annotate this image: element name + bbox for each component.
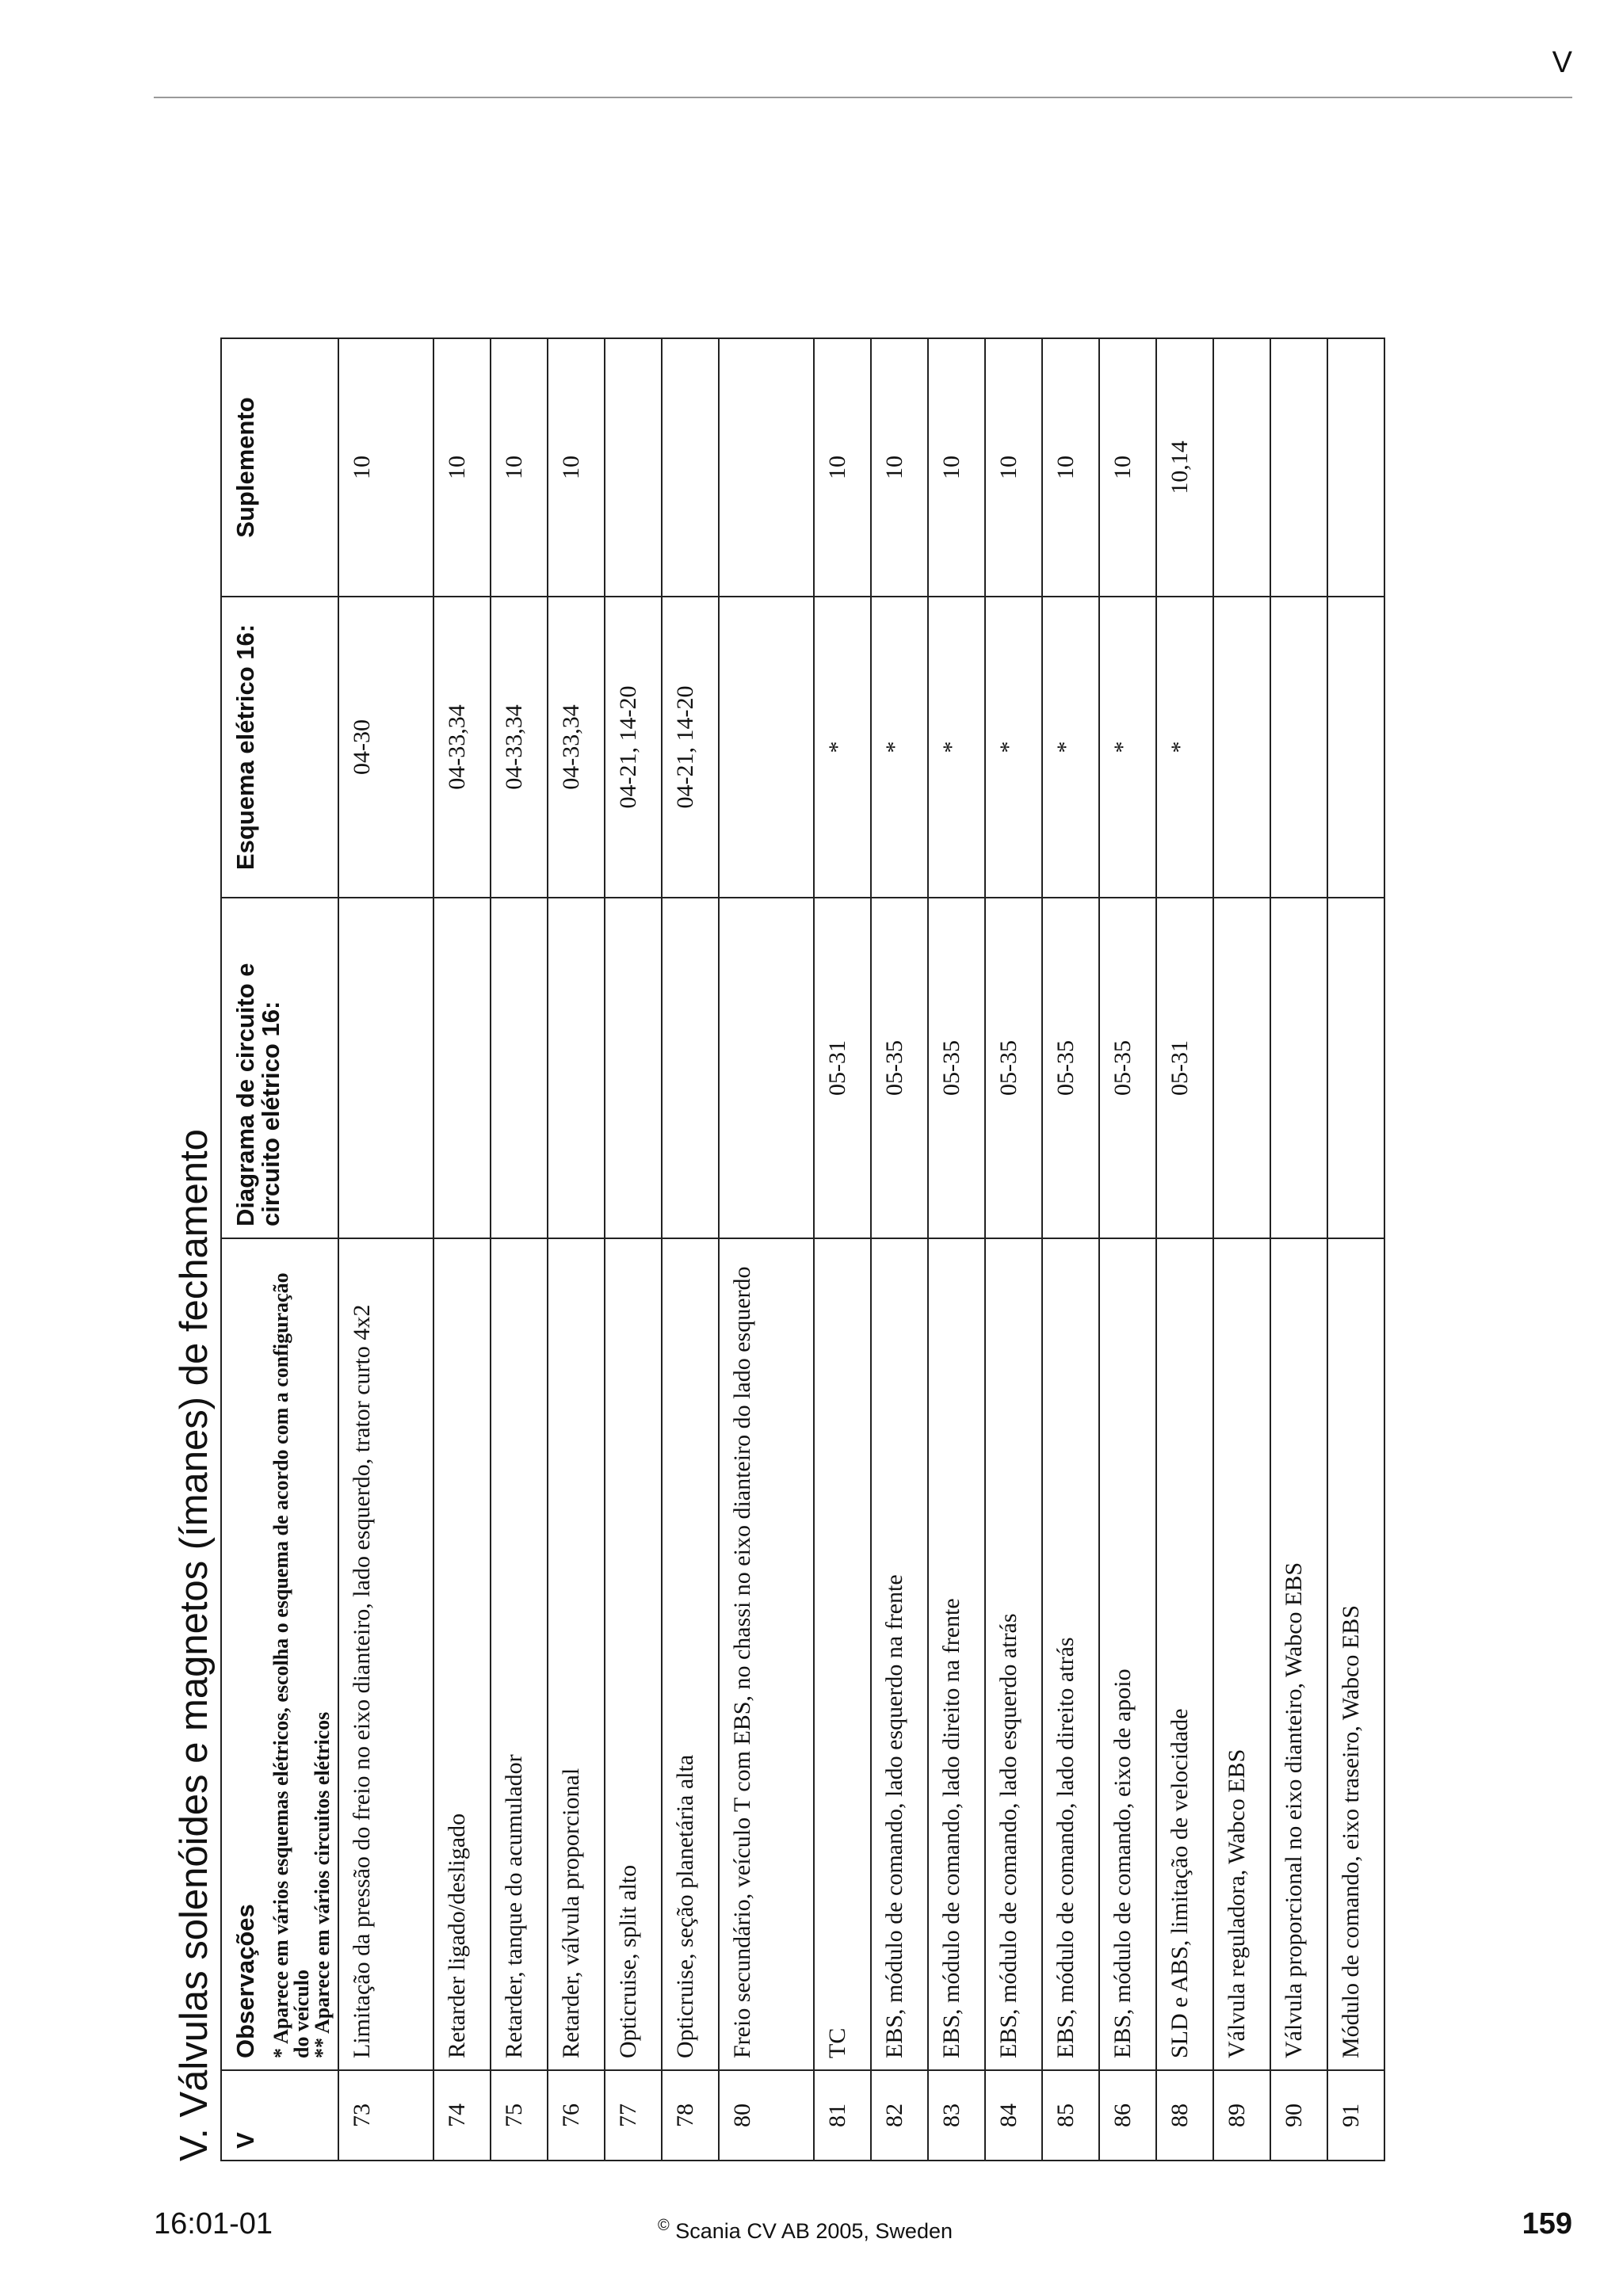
cell-observacoes: Válvula proporcional no eixo dianteiro, Wabco EBS: [1270, 1238, 1327, 2070]
table-row: [605, 338, 662, 2161]
page-number: 159: [1522, 2207, 1572, 2241]
cell-observacoes: EBS, módulo de comando, eixo de apoio: [1099, 1238, 1156, 2070]
cell-suplemento: 10: [928, 338, 985, 597]
cell-suplemento: 10: [871, 338, 928, 597]
table-row: [814, 338, 871, 2161]
table-row: [985, 338, 1042, 2161]
cell-diagrama: [491, 898, 548, 1238]
cell-esquema: 04-30: [338, 597, 433, 898]
table-row: [1042, 338, 1099, 2161]
table-header-row: [221, 338, 338, 2161]
table-row: [928, 338, 985, 2161]
cell-diagrama: 05-35: [928, 898, 985, 1238]
note-star: * Aparece em vários esquemas elétricos, escolha o esquema de acordo com a configuração do veículo: [269, 1272, 313, 2058]
cell-observacoes: Retarder, tanque do acumulador: [491, 1238, 548, 2070]
cell-esquema: 04-33,34: [491, 597, 548, 898]
cell-v: 80: [719, 2070, 814, 2161]
cell-observacoes: EBS, módulo de comando, lado esquerdo na frente: [871, 1238, 928, 2070]
table-body: [338, 338, 1384, 2161]
cell-diagrama: 05-35: [1042, 898, 1099, 1238]
valves-table: [220, 338, 1385, 2161]
rotated-content: [168, 204, 1436, 2161]
cell-suplemento: 10: [491, 338, 548, 597]
cell-suplemento: 10: [1099, 338, 1156, 597]
cell-observacoes: Retarder ligado/desligado: [433, 1238, 491, 2070]
cell-esquema: [1270, 597, 1327, 898]
copyright-text: Scania CV AB 2005, Sweden: [675, 2219, 953, 2243]
cell-v: 89: [1213, 2070, 1270, 2161]
cell-esquema: 04-21, 14-20: [662, 597, 719, 898]
cell-esquema: [1327, 597, 1384, 898]
table-row: [1270, 338, 1327, 2161]
cell-v: 73: [338, 2070, 433, 2161]
table-row: [491, 338, 548, 2161]
cell-suplemento: 10: [433, 338, 491, 597]
col-header-v: V: [221, 2070, 338, 2161]
cell-v: 78: [662, 2070, 719, 2161]
cell-v: 77: [605, 2070, 662, 2161]
table-row: [662, 338, 719, 2161]
cell-suplemento: 10: [338, 338, 433, 597]
table-row: [433, 338, 491, 2161]
cell-observacoes: Freio secundário, veículo T com EBS, no chassi no eixo dianteiro do lado esquerdo: [719, 1238, 814, 2070]
cell-v: 86: [1099, 2070, 1156, 2161]
cell-suplemento: 10: [985, 338, 1042, 597]
cell-esquema: *: [985, 597, 1042, 898]
cell-v: 82: [871, 2070, 928, 2161]
cell-esquema: 04-33,34: [433, 597, 491, 898]
doc-code: 16:01-01: [154, 2207, 273, 2241]
table-row: [338, 338, 433, 2161]
cell-diagrama: [433, 898, 491, 1238]
cell-v: 81: [814, 2070, 871, 2161]
col-header-suplemento: Suplemento: [221, 338, 338, 597]
table-row: [1213, 338, 1270, 2161]
copyright-symbol: ©: [658, 2217, 670, 2234]
cell-suplemento: 10: [548, 338, 605, 597]
cell-v: 90: [1270, 2070, 1327, 2161]
cell-suplemento: 10: [1042, 338, 1099, 597]
table-row: [871, 338, 928, 2161]
cell-observacoes: Opticruise, seção planetária alta: [662, 1238, 719, 2070]
cell-esquema: *: [928, 597, 985, 898]
cell-observacoes: SLD e ABS, limitação de velocidade: [1156, 1238, 1213, 2070]
cell-esquema: *: [814, 597, 871, 898]
col-header-diagrama: Diagrama de circuito e circuito elétrico 16:: [221, 898, 338, 1238]
cell-diagrama: [548, 898, 605, 1238]
cell-esquema: [719, 597, 814, 898]
cell-observacoes: Limitação da pressão do freio no eixo dianteiro, lado esquerdo, trator curto 4x2: [338, 1238, 433, 2070]
cell-suplemento: [1270, 338, 1327, 597]
cell-esquema: *: [1042, 597, 1099, 898]
cell-diagrama: 05-31: [814, 898, 871, 1238]
cell-observacoes: EBS, módulo de comando, lado direito atrás: [1042, 1238, 1099, 2070]
header-rule: [154, 97, 1572, 98]
table-row: [1327, 338, 1384, 2161]
cell-v: 91: [1327, 2070, 1384, 2161]
cell-diagrama: [338, 898, 433, 1238]
cell-v: 76: [548, 2070, 605, 2161]
cell-diagrama: 05-35: [871, 898, 928, 1238]
cell-v: 84: [985, 2070, 1042, 2161]
cell-esquema: [1213, 597, 1270, 898]
cell-v: 88: [1156, 2070, 1213, 2161]
table-row: [548, 338, 605, 2161]
table-row: [1099, 338, 1156, 2161]
cell-suplemento: [719, 338, 814, 597]
section-letter: V: [1552, 46, 1572, 79]
cell-suplemento: [605, 338, 662, 597]
table-row: [1156, 338, 1213, 2161]
cell-suplemento: 10,14: [1156, 338, 1213, 597]
cell-suplemento: [1213, 338, 1270, 597]
cell-observacoes: Retarder, válvula proporcional: [548, 1238, 605, 2070]
cell-observacoes: Opticruise, split alto: [605, 1238, 662, 2070]
cell-diagrama: 05-35: [985, 898, 1042, 1238]
cell-suplemento: 10: [814, 338, 871, 597]
col-header-observacoes-label: Observações: [231, 1904, 259, 2058]
cell-observacoes: EBS, módulo de comando, lado direito na frente: [928, 1238, 985, 2070]
col-header-observacoes: [221, 1238, 338, 2070]
cell-v: 74: [433, 2070, 491, 2161]
cell-esquema: *: [1156, 597, 1213, 898]
page-title: V. Válvulas solenóides e magnetos (ímanes) de fechamento: [173, 1129, 216, 2161]
cell-diagrama: 05-31: [1156, 898, 1213, 1238]
cell-esquema: *: [871, 597, 928, 898]
cell-observacoes: TC: [814, 1238, 871, 2070]
cell-v: 83: [928, 2070, 985, 2161]
cell-observacoes: Válvula reguladora, Wabco EBS: [1213, 1238, 1270, 2070]
cell-suplemento: [662, 338, 719, 597]
note-double-star: ** Aparece em vários circuitos elétricos: [311, 1711, 334, 2058]
col-header-esquema: Esquema elétrico 16:: [221, 597, 338, 898]
cell-diagrama: [662, 898, 719, 1238]
cell-observacoes: Módulo de comando, eixo traseiro, Wabco EBS: [1327, 1238, 1384, 2070]
cell-diagrama: 05-35: [1099, 898, 1156, 1238]
cell-suplemento: [1327, 338, 1384, 597]
cell-diagrama: [1270, 898, 1327, 1238]
copyright: [658, 2217, 953, 2244]
cell-diagrama: [719, 898, 814, 1238]
cell-diagrama: [1213, 898, 1270, 1238]
cell-v: 85: [1042, 2070, 1099, 2161]
cell-diagrama: [605, 898, 662, 1238]
cell-esquema: 04-21, 14-20: [605, 597, 662, 898]
cell-v: 75: [491, 2070, 548, 2161]
cell-diagrama: [1327, 898, 1384, 1238]
cell-observacoes: EBS, módulo de comando, lado esquerdo atrás: [985, 1238, 1042, 2070]
cell-esquema: 04-33,34: [548, 597, 605, 898]
cell-esquema: *: [1099, 597, 1156, 898]
table-row: [719, 338, 814, 2161]
